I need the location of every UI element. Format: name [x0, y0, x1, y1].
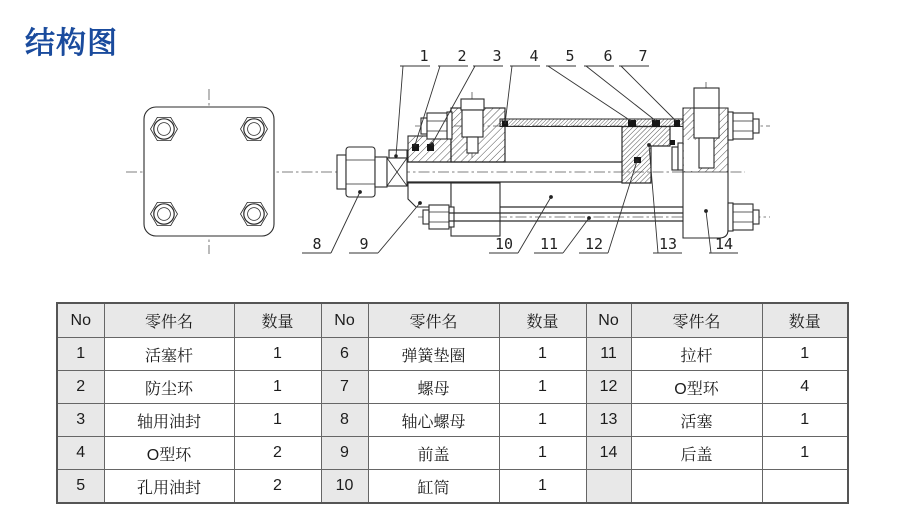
header-qty-3: 数量	[762, 303, 848, 338]
part-qty: 1	[499, 338, 586, 371]
table-row	[57, 437, 848, 470]
part-name: 弹簧垫圈	[368, 338, 499, 371]
part-no: 2	[57, 371, 104, 404]
callout-2: 2	[457, 47, 467, 65]
table-header-row	[57, 303, 848, 338]
part-qty: 1	[499, 437, 586, 470]
part-no: 13	[586, 404, 631, 437]
header-no-1: No	[57, 303, 104, 338]
callout-numbers	[312, 47, 733, 253]
part-name: 轴心螺母	[368, 404, 499, 437]
callout-13: 13	[658, 235, 678, 253]
part-no	[586, 470, 631, 504]
part-qty: 1	[234, 404, 321, 437]
rear-port-boss	[694, 88, 719, 108]
piston-seal-left	[628, 120, 636, 127]
part-qty: 1	[234, 338, 321, 371]
header-name-1: 零件名	[104, 303, 234, 338]
part-name: 孔用油封	[104, 470, 234, 504]
header-name-3: 零件名	[631, 303, 762, 338]
header-qty-1: 数量	[234, 303, 321, 338]
part-no: 5	[57, 470, 104, 504]
table-row	[57, 404, 848, 437]
part-qty: 1	[762, 338, 848, 371]
callout-11: 11	[539, 235, 559, 253]
tie-rod-nut-rear-bottom	[728, 203, 759, 231]
part-name: O型环	[104, 437, 234, 470]
part-no: 14	[586, 437, 631, 470]
part-qty: 1	[499, 470, 586, 504]
part-name	[631, 470, 762, 504]
front-port-boss	[461, 99, 484, 110]
callout-1: 1	[419, 47, 429, 65]
mounting-plate-front-view	[144, 107, 274, 236]
tie-rod-nut-front-bottom	[423, 205, 454, 229]
callout-12: 12	[584, 235, 604, 253]
part-name: 轴用油封	[104, 404, 234, 437]
part-qty: 1	[499, 404, 586, 437]
part-qty: 1	[762, 437, 848, 470]
table-row	[57, 371, 848, 404]
rear-port-channel	[694, 108, 719, 138]
part-name: 活塞杆	[104, 338, 234, 371]
part-no: 3	[57, 404, 104, 437]
callout-7: 7	[638, 47, 648, 65]
rod-end-nut	[337, 147, 387, 197]
part-name: O型环	[631, 371, 762, 404]
part-no: 4	[57, 437, 104, 470]
part-qty: 1	[234, 371, 321, 404]
parts-table	[56, 302, 849, 504]
part-no: 9	[321, 437, 368, 470]
callout-8: 8	[312, 235, 322, 253]
rear-cover	[683, 88, 728, 238]
part-name: 防尘环	[104, 371, 234, 404]
part-no: 11	[586, 338, 631, 371]
header-no-3: No	[586, 303, 631, 338]
part-qty: 4	[762, 371, 848, 404]
callout-6: 6	[603, 47, 613, 65]
part-no: 7	[321, 371, 368, 404]
part-no: 1	[57, 338, 104, 371]
page-title: 结构图	[25, 27, 118, 60]
part-no: 12	[586, 371, 631, 404]
part-qty	[762, 470, 848, 504]
piston-seal-right	[652, 120, 660, 127]
callout-14: 14	[714, 235, 734, 253]
part-name: 前盖	[368, 437, 499, 470]
tie-rod-nut-rear-top	[728, 112, 759, 140]
part-no: 8	[321, 404, 368, 437]
part-qty: 1	[762, 404, 848, 437]
part-name: 螺母	[368, 371, 499, 404]
table-row	[57, 338, 848, 371]
header-qty-2: 数量	[499, 303, 586, 338]
callout-3: 3	[492, 47, 502, 65]
table-row	[57, 470, 848, 504]
part-name: 后盖	[631, 437, 762, 470]
header-no-2: No	[321, 303, 368, 338]
callout-9: 9	[359, 235, 369, 253]
front-port-channel	[462, 110, 483, 137]
part-no: 6	[321, 338, 368, 371]
part-qty: 1	[499, 371, 586, 404]
part-no: 10	[321, 470, 368, 504]
callout-5: 5	[565, 47, 575, 65]
callout-4: 4	[529, 47, 539, 65]
part-qty: 2	[234, 470, 321, 504]
part-name: 拉杆	[631, 338, 762, 371]
part-name: 活塞	[631, 404, 762, 437]
header-name-2: 零件名	[368, 303, 499, 338]
part-name: 缸筒	[368, 470, 499, 504]
callout-10: 10	[494, 235, 514, 253]
part-qty: 2	[234, 437, 321, 470]
cover-o-ring	[674, 120, 680, 127]
